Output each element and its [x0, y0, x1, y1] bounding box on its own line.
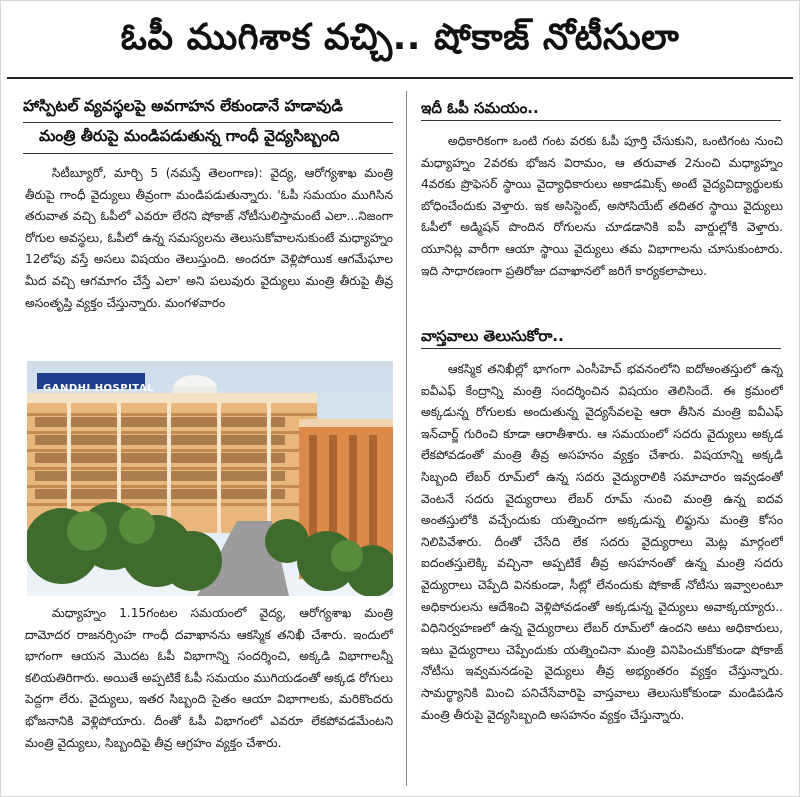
subheadline-2: మంత్రి తీరుపై మండిపడుతున్న గాంధీ వైద్యసిబ్బంది — [39, 127, 340, 145]
left-paragraph-1: సిటీబ్యూరో, మార్చి 5 (నమస్తే తెలంగాణ): వైద్య, ఆరోగ్యశాఖ మంత్రి తీరుపై గాంధీ వైద్యులు తీవ్రంగా మండిపడుతున్నారు. 'ఓపీ సమయం ముగిసిన తరువాత వచ్చి ఓపీలో ఎవరూ లేరని షోకాజ్ నోటీసులిస్తామంటే ఎలా...నిజంగా రోగుల అవస్థలు, ఓపీలో ఉన్న సమస్యలను తెలుసుకోవాలనుకుంటే మధ్యాహ్నం 12లోపు వస్తే అసలు విషయం తెలుస్తుంది. అందరూ వెళ్లిపోయిక ఆగమేఘాల మీద వచ్చి ఆగమాగం చేస్తే ఎలా' అని పలువురు వైద్యులు మంత్రి తీరుపై తీవ్ర అసంతృప్తి వ్యక్తం చేస్తున్నారు. మంగళవారం — [25, 166, 393, 310]
hospital-building-illustration — [27, 361, 393, 596]
hospital-sign-text: GANDHI HOSPITAL — [43, 383, 154, 394]
section-text-know-facts: ఆకస్మిక తనిఖీల్లో భాగంగా ఎంసీహెచ్ భవనంలోని ఐదోఅంతస్తులో ఉన్న ఐవీఎఫ్ కేంద్రాన్ని మంత్రి సందర్శించిన విషయం తెలిసిందే. ఈ క్రమంలో అక్కడున్న రోగులకు అందుతున్న వైద్యసేవలపై ఆరా తీసిన మంత్రి ఐవీఎఫ్ ఇన్‌చార్జ్ గురించి కూడా ఆరాతీశారు. ఆ సమయంలో సదరు వైద్యులు అక్కడ లేకపోవడంతో మంత్రి తీవ్ర అసహనం వ్యక్తం చేశారు. విషయాన్ని అక్కడి సిబ్బంది లేబర్ రూమ్‌లో ఉన్న సదరు వైద్యురాలికి సమాచారం ఇవ్వడంతో వెంటనే సదరు వైద్యురాలు లేబర్ రూమ్ నుంచి మంత్రి ఉన్న ఐదవ అంతస్తులోకి వచ్చేందుకు యత్నించగా అక్కడున్న లిఫ్టును మంత్రి కోసం నిలిపివేశారు. దీంతో చేసేది లేక సదరు వైద్యురాలు మెట్ల మార్గంలో ఐదంతస్తులెక్కి వచ్చినా అప్పటికే తీవ్ర అసహనంతో ఉన్న మంత్రి సదరు వైద్యురాలు చెప్పేది వినకుండా, సీట్లో లేనందుకు షోకాజ్ నోటీసు ఇవ్వాలంటూ అధికారులను ఆదేశించి వెళ్లిపోవడంతో అక్కడున్న వైద్యులు అవాక్కయ్యారు.. విధినిర్వహణలో ఉన్న వైద్యురాలు లేబర్ రూమ్‌లో ఉందని అటు అధికారులు, ఇటు వైద్యురాలు చెప్పేందుకు యత్నించినా మంత్రి వినిపించుకోకుండా షోకాజ్ నోటీసు ఇవ్వమనడంపై వైద్యులు తీవ్ర అభ్యంతరం వ్యక్తం చేస్తున్నారు. సామర్థ్యానికి మించి పనిచేసేవారిపై వాస్తవాలు తెలుసుకోకుండా మండిపడిన మంత్రి తీరుపై వైద్యసిబ్బంది అసహనం వ్యక్తం చేస్తున్నారు. — [421, 362, 783, 722]
gandhi-hospital-photo — [27, 361, 393, 596]
headline: ఓపీ ముగిశాక వచ్చి.. షోకాజ్ నోటీసులా — [7, 7, 793, 79]
column-divider — [406, 91, 407, 786]
section-text-op-timing: అధికారికంగా ఒంటి గంట వరకు ఓపీ పూర్తి చేసుకుని, ఒంటిగంట నుంచి మధ్యాహ్నం 2వరకు భోజన విరామం, ఆ తరువాత 2నుంచి మధ్యాహ్నం 4వరకు ప్రొఫెసర్ స్థాయి వైద్యాధికారులు అకాడమిక్స్ అంటే వైద్యవిద్యార్థులకు బోధించేందుకు వెళ్తారు. ఇక అసిస్టెంట్, అసోసియేట్ తదితర స్థాయి వైద్యులు ఓపీలో అడ్మిషన్ పొందిన రోగులను చూడడానికి ఐపీ వార్డుల్లోకి వెళ్తారు. యూనిట్ల వారీగా ఆయా స్థాయి వైద్యులు తమ విభాగాలను చూసుకుంటారు. ఇది సాధారణంగా ప్రతిరోజు దవాఖానలో జరిగే కార్యకలాపాలు. — [421, 134, 783, 278]
subheadline-1: హాస్పిటల్ వ్యవస్థలపై అవగాహన లేకుండానే హడావుడి — [23, 97, 343, 115]
subheadline-rule-2 — [23, 153, 393, 154]
section-title-op-timing: ఇదీ ఓపీ సమయం.. — [421, 99, 781, 121]
subheadline-rule-1 — [23, 122, 393, 123]
section-title-know-facts: వాస్తవాలు తెలుసుకోరా.. — [421, 327, 781, 349]
left-paragraph-2: మధ్యాహ్నం 1.15గంటల సమయంలో వైద్య, ఆరోగ్యశాఖ మంత్రి దామోదర రాజనర్సింహ గాంధీ దవాఖానను ఆకస్మిక తనిఖీ చేశారు. ఇందులో భాగంగా ఆయన మొదట ఓపీ విభాగాన్ని సందర్శించి, అక్కడి విభాగాలన్నీ కలియతిరిగారు. అయితే అప్పటికే ఓపీ సమయం ముగియడంతో అక్కడ రోగులు పెద్దగా లేరు. వైద్యులు, ఇతర సిబ్బంది సైతం ఆయా విభాగాలకు, మరికొందరు భోజనానికి వెళ్లిపోయారు. దీంతో ఓపీ విభాగంలో ఎవరూ లేకపోవడమేంటని మంత్రి వైద్యులు, సిబ్బందిపై తీవ్ర ఆగ్రహం వ్యక్తం చేశారు. — [25, 606, 393, 750]
